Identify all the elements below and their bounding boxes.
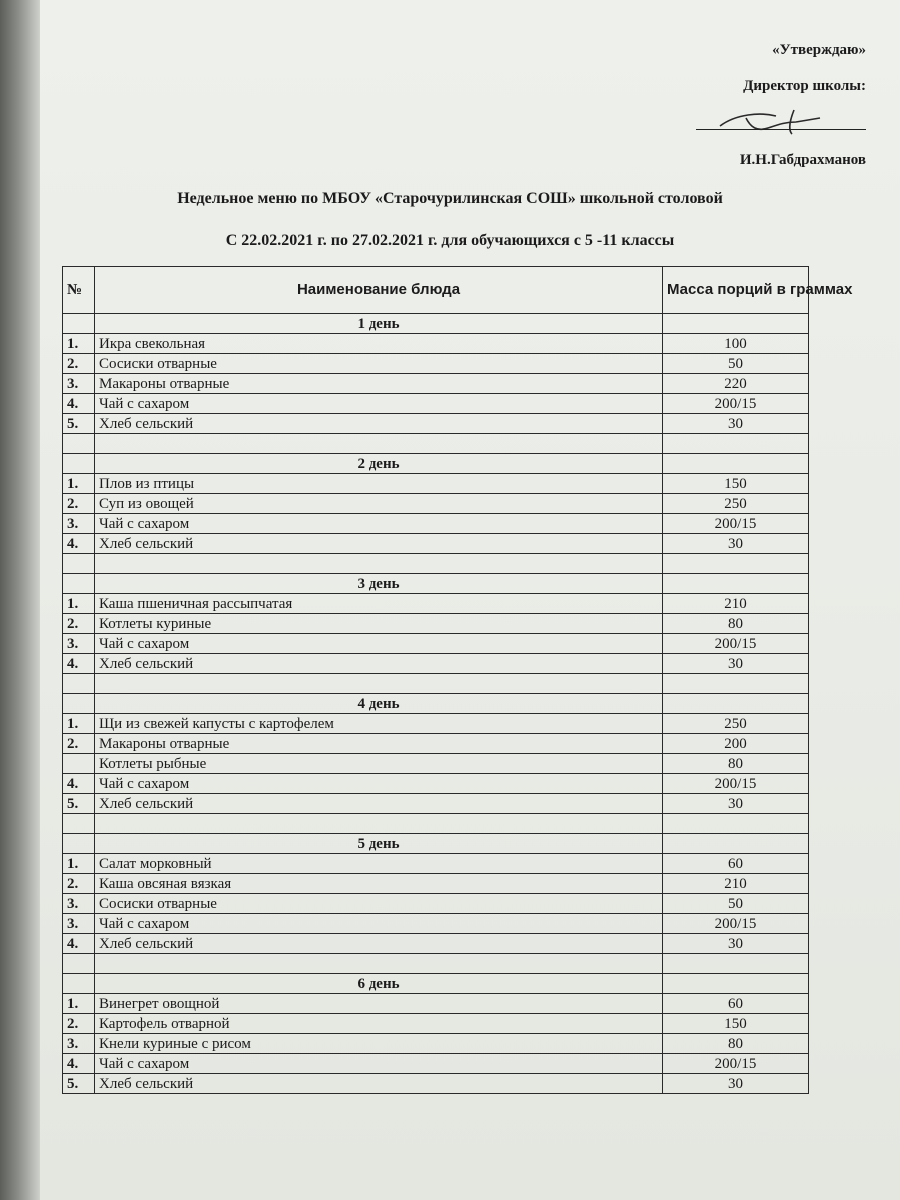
item-num: 1. [63, 714, 95, 734]
dish-mass: 150 [663, 1014, 809, 1034]
day-label: 5 день [95, 834, 663, 854]
dish-name: Чай с сахаром [95, 514, 663, 534]
item-num: 2. [63, 494, 95, 514]
item-num: 5. [63, 794, 95, 814]
dish-name: Котлеты рыбные [95, 754, 663, 774]
item-num: 2. [63, 354, 95, 374]
dish-mass: 30 [663, 934, 809, 954]
dish-mass: 150 [663, 474, 809, 494]
item-num: 5. [63, 414, 95, 434]
dish-name: Картофель отварной [95, 1014, 663, 1034]
dish-name: Каша овсяная вязкая [95, 874, 663, 894]
menu-table [62, 266, 853, 1094]
dish-name: Хлеб сельский [95, 534, 663, 554]
table-row [63, 774, 809, 794]
dish-mass: 100 [663, 334, 809, 354]
item-num: 3. [63, 634, 95, 654]
dish-name: Чай с сахаром [95, 1054, 663, 1074]
dish-mass: 30 [663, 534, 809, 554]
day-row [63, 834, 809, 854]
dish-name: Чай с сахаром [95, 774, 663, 794]
table-row [63, 394, 809, 414]
dish-mass: 200/15 [663, 394, 809, 414]
table-row [63, 474, 809, 494]
table-row [63, 1034, 809, 1054]
item-num: 5. [63, 1074, 95, 1094]
day-row [63, 574, 809, 594]
dish-mass: 210 [663, 874, 809, 894]
day-row [63, 694, 809, 714]
dish-mass: 220 [663, 374, 809, 394]
dish-name: Кнели куриные с рисом [95, 1034, 663, 1054]
table-row [63, 514, 809, 534]
dish-name: Сосиски отварные [95, 894, 663, 914]
dish-mass: 80 [663, 754, 809, 774]
day-row [63, 974, 809, 994]
table-row [63, 854, 809, 874]
document-title: Недельное меню по МБОУ «Старочурилинская СОШ» школьной столовой [177, 190, 723, 207]
dish-name: Чай с сахаром [95, 914, 663, 934]
day-label: 2 день [95, 454, 663, 474]
dish-mass: 60 [663, 994, 809, 1014]
blank-row [63, 434, 809, 454]
item-num [63, 754, 95, 774]
table-header-row [63, 267, 809, 314]
table-row [63, 894, 809, 914]
dish-name: Сосиски отварные [95, 354, 663, 374]
table-row [63, 734, 809, 754]
item-num: 4. [63, 774, 95, 794]
page-edge-shadow [0, 0, 40, 1200]
table-row [63, 934, 809, 954]
dish-name: Винегрет овощной [95, 994, 663, 1014]
col-header-num: № [63, 267, 95, 314]
item-num: 1. [63, 854, 95, 874]
dish-mass: 210 [663, 594, 809, 614]
table-row [63, 594, 809, 614]
item-num: 4. [63, 394, 95, 414]
table-row [63, 354, 809, 374]
table-row [63, 714, 809, 734]
dish-mass: 30 [663, 794, 809, 814]
dish-mass: 50 [663, 894, 809, 914]
table-row [63, 494, 809, 514]
item-num: 1. [63, 994, 95, 1014]
dish-name: Макароны отварные [95, 374, 663, 394]
table-row [63, 1054, 809, 1074]
item-num: 1. [63, 594, 95, 614]
dish-mass: 200/15 [663, 1054, 809, 1074]
table-row [63, 754, 809, 774]
dish-name: Хлеб сельский [95, 414, 663, 434]
dish-name: Хлеб сельский [95, 1074, 663, 1094]
dish-name: Хлеб сельский [95, 654, 663, 674]
director-title: Директор школы: [743, 78, 866, 94]
col-header-name: Наименование блюда [95, 267, 663, 314]
table-row [63, 534, 809, 554]
item-num: 2. [63, 874, 95, 894]
dish-mass: 30 [663, 1074, 809, 1094]
day-row [63, 454, 809, 474]
dish-mass: 30 [663, 414, 809, 434]
item-num: 4. [63, 654, 95, 674]
col-header-mass: Масса порций в граммах [663, 267, 809, 314]
dish-name: Хлеб сельский [95, 794, 663, 814]
table-row [63, 374, 809, 394]
item-num: 3. [63, 1034, 95, 1054]
table-row [63, 634, 809, 654]
item-num: 4. [63, 1054, 95, 1074]
approve-label: «Утверждаю» [772, 42, 866, 58]
table-row [63, 874, 809, 894]
item-num: 2. [63, 1014, 95, 1034]
day-row [63, 314, 809, 334]
document-subtitle: С 22.02.2021 г. по 27.02.2021 г. для обучающихся с 5 -11 классы [225, 232, 675, 249]
item-num: 4. [63, 934, 95, 954]
dish-mass: 250 [663, 494, 809, 514]
dish-name: Чай с сахаром [95, 634, 663, 654]
dish-mass: 200/15 [663, 914, 809, 934]
dish-mass: 200 [663, 734, 809, 754]
item-num: 4. [63, 534, 95, 554]
dish-name: Макароны отварные [95, 734, 663, 754]
item-num: 2. [63, 614, 95, 634]
dish-name: Суп из овощей [95, 494, 663, 514]
table-row [63, 1074, 809, 1094]
table-row [63, 794, 809, 814]
dish-mass: 80 [663, 1034, 809, 1054]
dish-mass: 30 [663, 654, 809, 674]
dish-name: Котлеты куриные [95, 614, 663, 634]
table-row [63, 994, 809, 1014]
dish-name: Каша пшеничная рассыпчатая [95, 594, 663, 614]
table-row [63, 614, 809, 634]
day-label: 6 день [95, 974, 663, 994]
dish-mass: 200/15 [663, 514, 809, 534]
dish-mass: 80 [663, 614, 809, 634]
table-row [63, 334, 809, 354]
day-label: 1 день [95, 314, 663, 334]
table-row [63, 654, 809, 674]
item-num: 3. [63, 514, 95, 534]
dish-name: Щи из свежей капусты с картофелем [95, 714, 663, 734]
dish-mass: 200/15 [663, 774, 809, 794]
dish-name: Салат морковный [95, 854, 663, 874]
blank-row [63, 554, 809, 574]
item-num: 1. [63, 334, 95, 354]
dish-name: Икра свекольная [95, 334, 663, 354]
dish-mass: 50 [663, 354, 809, 374]
signature-icon [716, 104, 826, 138]
dish-mass: 250 [663, 714, 809, 734]
item-num: 3. [63, 914, 95, 934]
director-name: И.Н.Габдрахманов [739, 152, 866, 168]
item-num: 1. [63, 474, 95, 494]
blank-row [63, 814, 809, 834]
table-row [63, 414, 809, 434]
dish-name: Плов из птицы [95, 474, 663, 494]
table-row [63, 914, 809, 934]
signature-line [696, 129, 866, 130]
dish-mass: 200/15 [663, 634, 809, 654]
day-label: 4 день [95, 694, 663, 714]
item-num: 3. [63, 894, 95, 914]
item-num: 3. [63, 374, 95, 394]
item-num: 2. [63, 734, 95, 754]
day-label: 3 день [95, 574, 663, 594]
blank-row [63, 954, 809, 974]
blank-row [63, 674, 809, 694]
dish-mass: 60 [663, 854, 809, 874]
table-row [63, 1014, 809, 1034]
dish-name: Хлеб сельский [95, 934, 663, 954]
dish-name: Чай с сахаром [95, 394, 663, 414]
